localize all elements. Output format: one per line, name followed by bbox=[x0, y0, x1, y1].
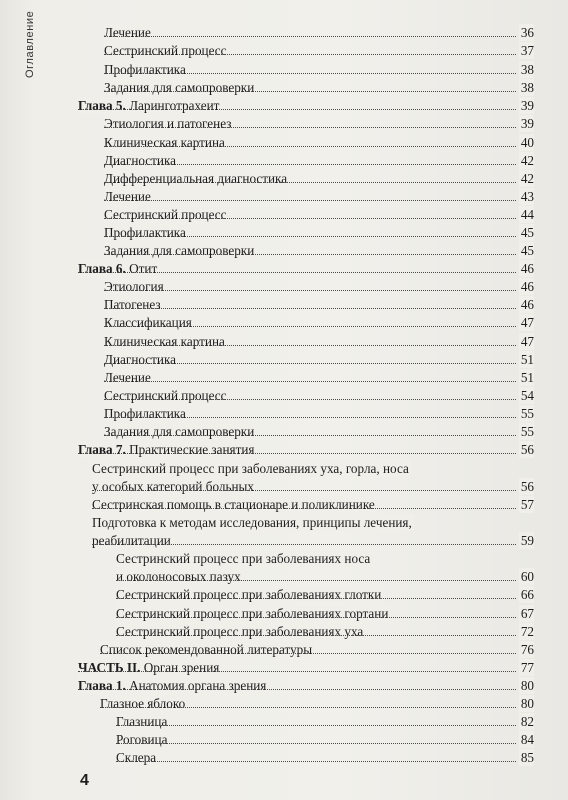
entry-title: Дифференциальная диагностика bbox=[104, 171, 288, 186]
entry-page: 36 bbox=[520, 25, 534, 40]
entry-title: Задания для самопроверки bbox=[104, 243, 255, 258]
entry-page: 45 bbox=[520, 225, 534, 240]
entry-title: Клиническая картина bbox=[104, 135, 225, 150]
chapter-label: Глава 1. bbox=[78, 678, 126, 693]
toc-entry bbox=[0, 568, 568, 585]
dot-leader bbox=[104, 345, 516, 346]
toc-entry bbox=[0, 731, 568, 748]
dot-leader bbox=[104, 91, 516, 92]
entry-page: 39 bbox=[520, 116, 534, 131]
entry-title: Сестринский процесс bbox=[104, 207, 227, 222]
chapter-title: Отит bbox=[129, 261, 158, 276]
dot-leader bbox=[116, 761, 516, 762]
entry-page: 56 bbox=[520, 442, 534, 457]
entry-page: 47 bbox=[520, 334, 534, 349]
entry-page: 57 bbox=[520, 497, 534, 512]
toc-entry bbox=[0, 749, 568, 766]
entry-title: Список рекомендованной литературы bbox=[100, 642, 313, 657]
entry-page: 45 bbox=[520, 243, 534, 258]
toc-entry bbox=[0, 115, 568, 132]
toc-entry bbox=[0, 152, 568, 169]
entry-title: Этиология bbox=[104, 279, 164, 294]
entry-title: Профилактика bbox=[104, 225, 186, 240]
entry-page: 59 bbox=[520, 533, 534, 548]
entry-title: Патогенез bbox=[104, 297, 161, 312]
toc-entry bbox=[0, 61, 568, 78]
toc-entry bbox=[0, 351, 568, 368]
entry-title: Глазное яблоко bbox=[100, 696, 186, 711]
entry-title: реабилитации bbox=[92, 533, 171, 548]
entry-page: 43 bbox=[520, 189, 534, 204]
entry-page: 46 bbox=[520, 297, 534, 312]
entry-page: 37 bbox=[520, 43, 534, 58]
dot-leader bbox=[104, 164, 516, 165]
toc-part bbox=[0, 659, 568, 676]
dot-leader bbox=[104, 200, 516, 201]
toc-entry bbox=[0, 333, 568, 350]
dot-leader bbox=[104, 254, 516, 255]
dot-leader bbox=[116, 617, 516, 618]
entry-page: 46 bbox=[520, 261, 534, 276]
entry-title: Клиническая картина bbox=[104, 334, 225, 349]
dot-leader bbox=[78, 453, 516, 454]
toc-entry-line bbox=[0, 550, 568, 567]
dot-leader bbox=[116, 635, 516, 636]
entry-page: 51 bbox=[520, 352, 534, 367]
dot-leader bbox=[78, 109, 516, 110]
entry-title: Сестринский процесс при заболеваниях глотки bbox=[116, 587, 382, 602]
entry-title: Диагностика bbox=[104, 352, 177, 367]
entry-title: и околоносовых пазух bbox=[116, 569, 241, 584]
dot-leader bbox=[104, 381, 516, 382]
entry-title: Лечение bbox=[104, 25, 151, 40]
part-title: Орган зрения bbox=[143, 660, 220, 675]
entry-title: у особых категорий больных bbox=[92, 479, 254, 494]
running-head: Оглавление bbox=[24, 10, 36, 78]
dot-leader bbox=[78, 671, 516, 672]
dot-leader bbox=[104, 218, 516, 219]
dot-leader bbox=[78, 689, 516, 690]
dot-leader bbox=[116, 598, 516, 599]
toc-entry bbox=[0, 170, 568, 187]
entry-page: 84 bbox=[520, 732, 534, 747]
dot-leader bbox=[104, 182, 516, 183]
dot-leader bbox=[104, 146, 516, 147]
toc-entry bbox=[0, 423, 568, 440]
toc-entry bbox=[0, 224, 568, 241]
toc-entry bbox=[0, 532, 568, 549]
entry-title: Роговица bbox=[116, 732, 168, 747]
entry-page: 77 bbox=[520, 660, 534, 675]
entry-title: Задания для самопроверки bbox=[104, 80, 255, 95]
entry-title: Сестринский процесс при заболеваниях уха bbox=[116, 624, 364, 639]
dot-leader bbox=[92, 508, 516, 509]
entry-page: 40 bbox=[520, 135, 534, 150]
dot-leader bbox=[100, 653, 516, 654]
entry-page: 56 bbox=[520, 479, 534, 494]
entry-page: 51 bbox=[520, 370, 534, 385]
entry-page: 42 bbox=[520, 171, 534, 186]
toc-entry bbox=[0, 496, 568, 513]
dot-leader bbox=[104, 290, 516, 291]
entry-page: 39 bbox=[520, 98, 534, 113]
toc-entry bbox=[0, 478, 568, 495]
toc-entry bbox=[0, 242, 568, 259]
entry-page: 82 bbox=[520, 714, 534, 729]
entry-page: 47 bbox=[520, 315, 534, 330]
toc-entry bbox=[0, 641, 568, 658]
dot-leader bbox=[104, 363, 516, 364]
entry-page: 66 bbox=[520, 587, 534, 602]
chapter-title: Практические занятия bbox=[129, 442, 255, 457]
entry-page: 44 bbox=[520, 207, 534, 222]
dot-leader bbox=[104, 435, 516, 436]
entry-page: 72 bbox=[520, 624, 534, 639]
entry-title: Сестринская помощь в стационаре и поликлинике bbox=[92, 497, 375, 512]
toc-entry bbox=[0, 79, 568, 96]
toc-entry bbox=[0, 623, 568, 640]
dot-leader bbox=[104, 73, 516, 74]
dot-leader bbox=[104, 417, 516, 418]
entry-title: Этиология и патогенез bbox=[104, 116, 232, 131]
toc-chapter bbox=[0, 260, 568, 277]
toc-chapter bbox=[0, 677, 568, 694]
toc-entry bbox=[0, 405, 568, 422]
entry-title: Сестринский процесс при заболеваниях гортани bbox=[116, 606, 389, 621]
entry-page: 60 bbox=[520, 569, 534, 584]
dot-leader bbox=[78, 272, 516, 273]
dot-leader bbox=[92, 544, 516, 545]
dot-leader bbox=[104, 399, 516, 400]
entry-title: Сестринский процесс при заболеваниях уха, горла, носа bbox=[92, 461, 409, 476]
chapter-label: Глава 6. bbox=[78, 261, 126, 276]
toc-entry bbox=[0, 296, 568, 313]
dot-leader bbox=[116, 743, 516, 744]
toc-entry bbox=[0, 713, 568, 730]
entry-page: 42 bbox=[520, 153, 534, 168]
entry-page: 80 bbox=[520, 696, 534, 711]
entry-title: Сестринский процесс bbox=[104, 43, 227, 58]
page-number: 4 bbox=[80, 772, 89, 789]
entry-page: 38 bbox=[520, 80, 534, 95]
entry-page: 46 bbox=[520, 279, 534, 294]
toc-entry bbox=[0, 278, 568, 295]
entry-page: 38 bbox=[520, 62, 534, 77]
toc-entry bbox=[0, 369, 568, 386]
toc-entry bbox=[0, 24, 568, 41]
entry-page: 67 bbox=[520, 606, 534, 621]
entry-title: Сестринский процесс bbox=[104, 388, 227, 403]
entry-title: Диагностика bbox=[104, 153, 177, 168]
toc-entry bbox=[0, 314, 568, 331]
dot-leader bbox=[100, 707, 516, 708]
dot-leader bbox=[104, 236, 516, 237]
toc-entry bbox=[0, 188, 568, 205]
entry-title: Профилактика bbox=[104, 62, 186, 77]
chapter-title: Ларинготрахеит bbox=[129, 98, 220, 113]
entry-title: Профилактика bbox=[104, 406, 186, 421]
entry-title: Глазница bbox=[116, 714, 168, 729]
toc-chapter bbox=[0, 441, 568, 458]
chapter-label: Глава 7. bbox=[78, 442, 126, 457]
part-label: ЧАСТЬ II. bbox=[78, 660, 141, 675]
entry-title: Задания для самопроверки bbox=[104, 424, 255, 439]
dot-leader bbox=[116, 725, 516, 726]
dot-leader bbox=[104, 308, 516, 309]
entry-title: Классификация bbox=[104, 315, 192, 330]
toc-chapter bbox=[0, 97, 568, 114]
toc-entry bbox=[0, 134, 568, 151]
entry-title: Подготовка к методам исследования, принципы лечения, bbox=[92, 515, 412, 530]
dot-leader bbox=[104, 36, 516, 37]
entry-title: Сестринский процесс при заболеваниях носа bbox=[116, 551, 371, 566]
dot-leader bbox=[92, 490, 516, 491]
dot-leader bbox=[104, 54, 516, 55]
entry-page: 55 bbox=[520, 424, 534, 439]
toc-entry-line bbox=[0, 514, 568, 531]
chapter-label: Глава 5. bbox=[78, 98, 126, 113]
toc-entry-line bbox=[0, 460, 568, 477]
dot-leader bbox=[104, 127, 516, 128]
entry-title: Склера bbox=[116, 750, 157, 765]
entry-title: Лечение bbox=[104, 370, 151, 385]
toc-entry bbox=[0, 42, 568, 59]
toc-entry bbox=[0, 695, 568, 712]
entry-page: 76 bbox=[520, 642, 534, 657]
toc-entry bbox=[0, 586, 568, 603]
toc-entry bbox=[0, 605, 568, 622]
dot-leader bbox=[116, 580, 516, 581]
entry-page: 85 bbox=[520, 750, 534, 765]
entry-page: 80 bbox=[520, 678, 534, 693]
toc-entry bbox=[0, 206, 568, 223]
toc-entry bbox=[0, 387, 568, 404]
dot-leader bbox=[104, 326, 516, 327]
chapter-title: Анатомия органа зрения bbox=[129, 678, 267, 693]
entry-page: 54 bbox=[520, 388, 534, 403]
entry-page: 55 bbox=[520, 406, 534, 421]
entry-title: Лечение bbox=[104, 189, 151, 204]
